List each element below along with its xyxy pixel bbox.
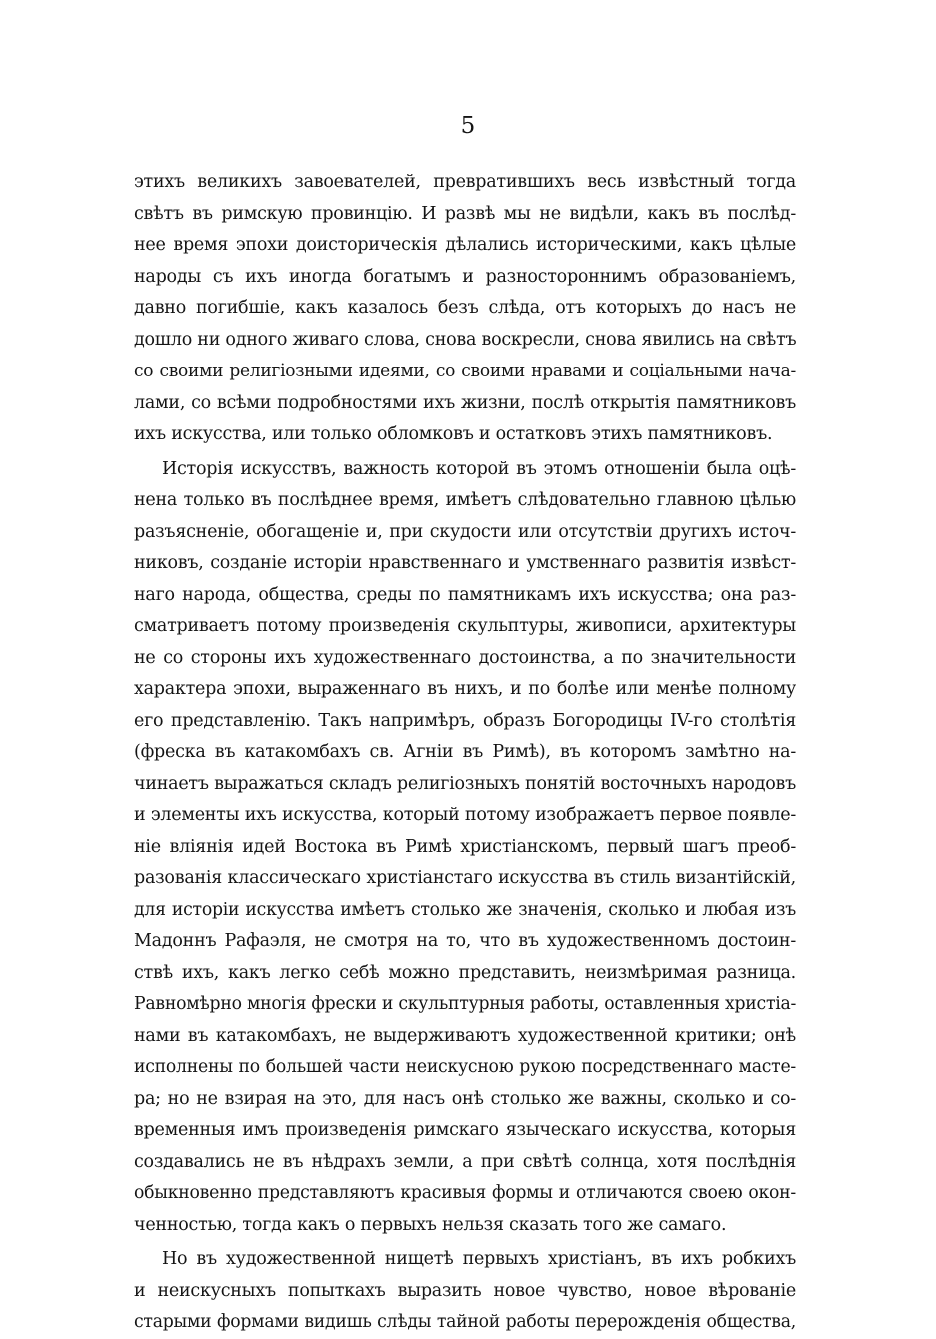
page-number: 5 <box>460 113 476 139</box>
text-line: Мадоннъ Рафаэля, не смотря на то, что въ художественномъ достоин- <box>134 931 796 951</box>
text-line: чинаетъ выражаться складъ религіозныхъ понятій восточныхъ народовъ <box>134 773 796 794</box>
text-line: ихъ искусства, или только обломковъ и остатковъ этихъ памятниковъ. <box>134 424 773 444</box>
text-line: исполнены по большей части неискусною рукою посредственнаго масте- <box>134 1057 796 1077</box>
text-line: разованія классическаго христіанстаго искусства въ стиль византійскій, <box>134 868 796 888</box>
text-line: ченностью, тогда какъ о первыхъ нельзя сказать того же самаго. <box>134 1214 727 1235</box>
text-line: (фреска въ катакомбахъ св. Агніи въ Римѣ), въ которомъ замѣтно на- <box>134 742 796 762</box>
text-line: ствѣ ихъ, какъ легко себѣ можно представить, неизмѣримая разница. <box>134 962 796 983</box>
text-line: разъясненіе, обогащеніе и, при скудости или отсутствіи другихъ источ- <box>134 521 796 542</box>
text-line: свѣтъ въ римскую провинцію. И развѣ мы не видѣли, какъ въ послѣд- <box>134 203 796 224</box>
text-line: и элементы ихъ искусства, который потому изображаетъ первое появле- <box>134 805 796 825</box>
text-line: сматриваетъ потому произведенія скульптуры, живописи, архитектуры <box>134 616 796 636</box>
text-line: народы съ ихъ иногда богатымъ и разностороннимъ образованіемъ, <box>134 266 796 287</box>
paragraph-1 <box>134 167 796 451</box>
text-line: не со стороны ихъ художественнаго достоинства, а по значительности <box>134 647 796 668</box>
text-line: наго народа, общества, среды по памятникамъ ихъ искусства; она раз- <box>134 584 796 605</box>
text-line: характера эпохи, выраженнаго въ нихъ, и по болѣе или менѣе полному <box>134 679 796 699</box>
text-line: для исторіи искусства имѣетъ столько же значенія, сколько и любая изъ <box>134 899 796 920</box>
text-line: его представленію. Такъ напримѣръ, образъ Богородицы IV-го столѣтія <box>134 710 796 731</box>
text-line: со своими религіозными идеями, со своими нравами и соціальными нача- <box>134 361 796 381</box>
text-line: Равномѣрно многія фрески и скульптурныя работы, оставленныя христіа- <box>134 994 796 1014</box>
text-line: ра; но не взирая на это, для насъ онѣ столько же важны, сколько и со- <box>134 1088 796 1109</box>
text-line: нее время эпохи доисторическія дѣлались историческими, какъ цѣлые <box>134 235 796 255</box>
text-line: дошло ни одного живаго слова, снова воскресли, снова явились на свѣтъ <box>134 329 796 350</box>
text-line: и неискусныхъ попыткахъ выразить новое чувство, новое вѣрованіе <box>134 1280 796 1301</box>
text-line: временныя имъ произведенія римскаго языческаго искусства, которыя <box>134 1120 796 1140</box>
paragraph-3 <box>134 1244 796 1339</box>
paragraph-2 <box>134 454 796 1242</box>
text-line: лами, со всѣми подробностями ихъ жизни, послѣ открытія памятниковъ <box>134 392 796 413</box>
text-line: нена только въ послѣднее время, имѣетъ слѣдовательно главною цѣлью <box>134 490 796 510</box>
text-line: никовъ, созданіе исторіи нравственнаго и умственнаго развитія извѣст- <box>134 553 796 573</box>
text-line: создавались не въ нѣдрахъ земли, а при свѣтѣ солнца, хотя послѣднія <box>134 1151 796 1172</box>
text-line: ніе вліянія идей Востока въ Римѣ христіанскомъ, первый шагъ преоб- <box>134 836 796 857</box>
text-line: нами въ катакомбахъ, не выдерживаютъ художественной критики; онѣ <box>134 1025 796 1046</box>
body-text <box>134 167 796 1339</box>
text-line: обыкновенно представляютъ красивыя формы и отличаются своею окон- <box>134 1183 796 1203</box>
text-line: Но въ художественной нищетѣ первыхъ христіанъ, въ ихъ робкихъ <box>162 1249 796 1269</box>
text-line: этихъ великихъ завоевателей, превратившихъ весь извѣстный тогда <box>134 172 796 192</box>
text-line: старыми формами видишь слѣды тайной работы перерожденія общества, <box>134 1312 796 1332</box>
text-line: Исторія искусствъ, важность которой въ этомъ отношеніи была оцѣ- <box>162 458 796 479</box>
text-line: давно погибшіе, какъ казалось безъ слѣда, отъ которыхъ до насъ не <box>134 298 796 318</box>
